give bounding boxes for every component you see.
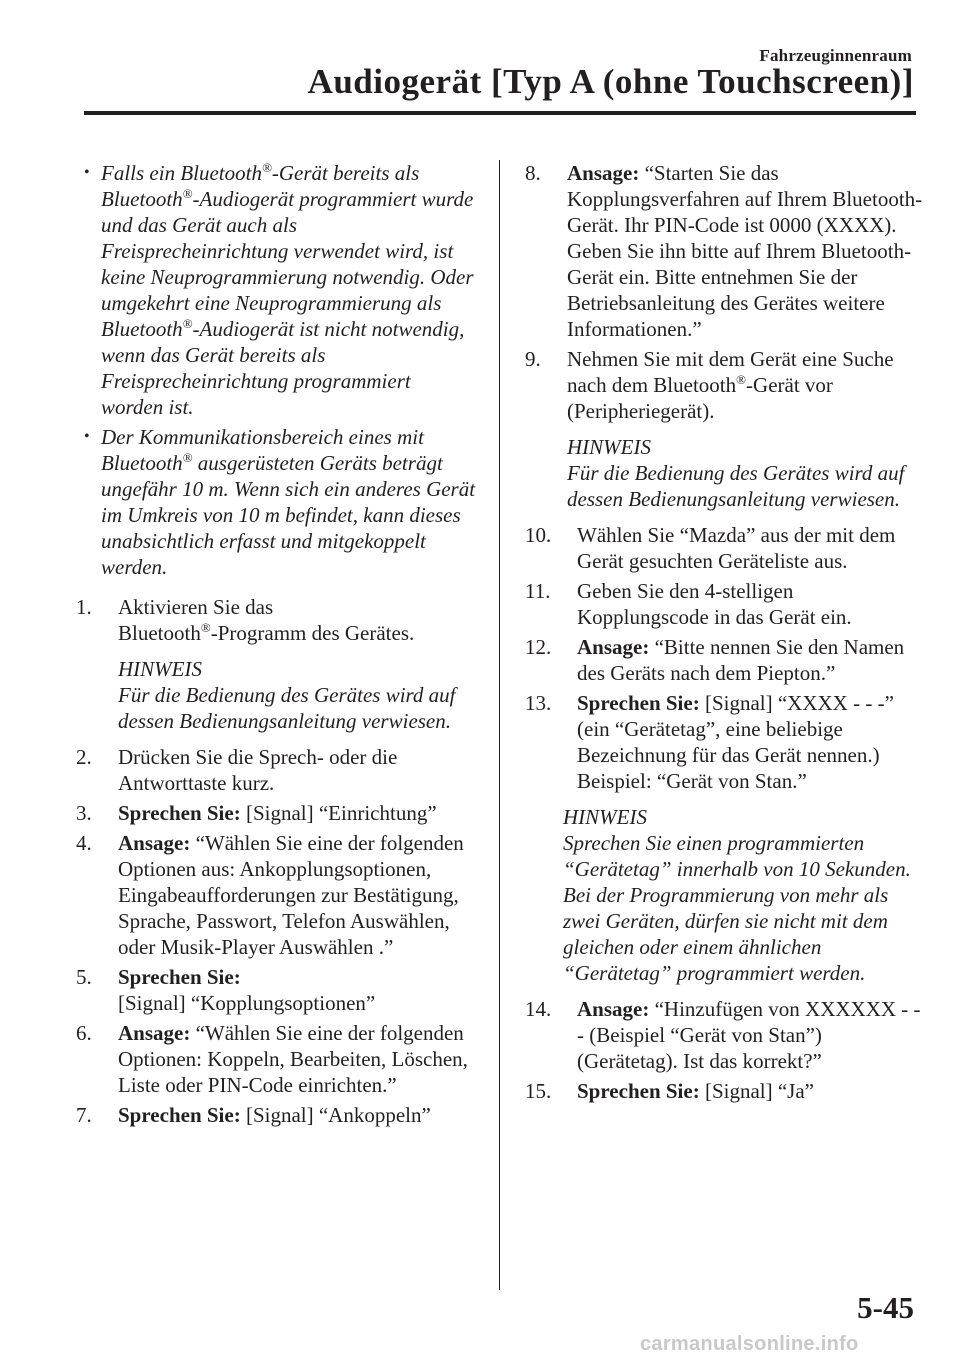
- step-7: 7. Sprechen Sie: [Signal] “Ankoppeln”: [76, 1103, 431, 1127]
- left-column: [76, 160, 476, 1132]
- step-12: 12. Ansage: “Bitte nennen Sie den Namen des Geräts nach dem Piepton.”: [525, 635, 905, 685]
- hinweis-note: HINWEIS Für die Bedienung des Gerätes wird auf dessen Bedienungsanleitung verwiesen.: [567, 435, 905, 511]
- step-1: 1. Aktivieren Sie das Bluetooth®-Programm des Gerätes.: [76, 595, 415, 645]
- step-10: 10. Wählen Sie “Mazda” aus der mit dem Gerät gesuchten Geräteliste aus.: [525, 523, 896, 573]
- bullet-icon: •: [84, 428, 90, 445]
- hinweis-note: HINWEIS Für die Bedienung des Gerätes wird auf dessen Bedienungsanleitung verwiesen.: [118, 657, 456, 733]
- notes-list: [76, 160, 476, 580]
- section-label: Fahrzeuginnenraum: [759, 46, 912, 65]
- step-6: 6. Ansage: “Wählen Sie eine der folgenden Optionen: Koppeln, Bearbeiten, Löschen, Liste oder PIN-Code einrichten.”: [76, 1021, 468, 1097]
- step-14: 14. Ansage: “Hinzufügen von XXXXXX - - - (Beispiel “Gerät von Stan”) (Gerätetag). Ist das korrekt?”: [525, 997, 921, 1073]
- step-3: 3. Sprechen Sie: [Signal] “Einrichtung”: [76, 801, 437, 825]
- footer-credit: carmanualsonline.info: [640, 1333, 859, 1355]
- step-5: 5. Sprechen Sie: [Signal] “Kopplungsoptionen”: [76, 965, 376, 1015]
- hinweis-note: HINWEIS Sprechen Sie einen programmierten “Gerätetag” innerhalb von 10 Sekunden. Bei der Programmierung von mehr als zwei Geräten, dürfen sie nicht mit dem gleichen oder einem ähnlichen “Gerätetag” programmiert werden.: [563, 805, 911, 985]
- bullet-icon: •: [84, 164, 90, 181]
- header-rule: [84, 111, 916, 115]
- note-item: • Falls ein Bluetooth®-Gerät bereits als Bluetooth®-Audiogerät programmiert wurde und das Gerät auch als Freisprecheinrichtung verwendet wird, ist keine Neuprogrammierung notwendig. Oder umgekehrt eine Neuprogrammierung als Bluetooth®-Audiogerät ist nicht notwendig, wenn das Gerät bereits als Freisprecheinrichtung programmiert worden ist.: [84, 160, 474, 419]
- step-2: 2. Drücken Sie die Sprech- oder die Antworttaste kurz.: [76, 745, 398, 795]
- column-divider: [499, 160, 500, 1290]
- step-13: 13. Sprechen Sie: [Signal] “XXXX - - -” (ein “Gerätetag”, eine beliebige Bezeichnung für das Gerät nennen.) Beispiel: “Gerät von Stan.”: [525, 691, 894, 793]
- step-15: 15. Sprechen Sie: [Signal] “Ja”: [525, 1079, 814, 1103]
- right-column: [525, 160, 925, 1108]
- page-number: 5-45: [857, 1290, 914, 1325]
- page-header: [0, 0, 960, 120]
- step-11: 11. Geben Sie den 4-stelligen Kopplungscode in das Gerät ein.: [525, 579, 852, 629]
- page-title: Audiogerät [Typ A (ohne Touchscreen)]: [307, 62, 914, 101]
- step-9: 9. Nehmen Sie mit dem Gerät eine Suche nach dem Bluetooth®-Gerät vor (Peripheriegerät).: [525, 347, 894, 423]
- step-8: 8. Ansage: “Starten Sie das Kopplungsverfahren auf Ihrem Bluetooth- Gerät. Ihr PIN-Code ist 0000 (XXXX). Geben Sie ihn bitte auf Ihrem Bluetooth-Gerät ein. Bitte entnehmen Sie der Betriebsanleitung des Gerätes weitere Informationen.”: [525, 161, 923, 341]
- note-item: • Der Kommunikationsbereich eines mit Bluetooth® ausgerüsteten Geräts beträgt ungefähr 10 m. Wenn sich ein anderes Gerät im Umkreis von 10 m befindet, kann dieses unabsichtlich erfasst und mitgekoppelt werden.: [84, 425, 476, 579]
- step-4: 4. Ansage: “Wählen Sie eine der folgenden Optionen aus: Ankopplungsoptionen, Eingabeaufforderungen zur Bestätigung, Sprache, Passwort, Telefon Auswählen, oder Musik-Player Auswählen .”: [76, 831, 464, 959]
